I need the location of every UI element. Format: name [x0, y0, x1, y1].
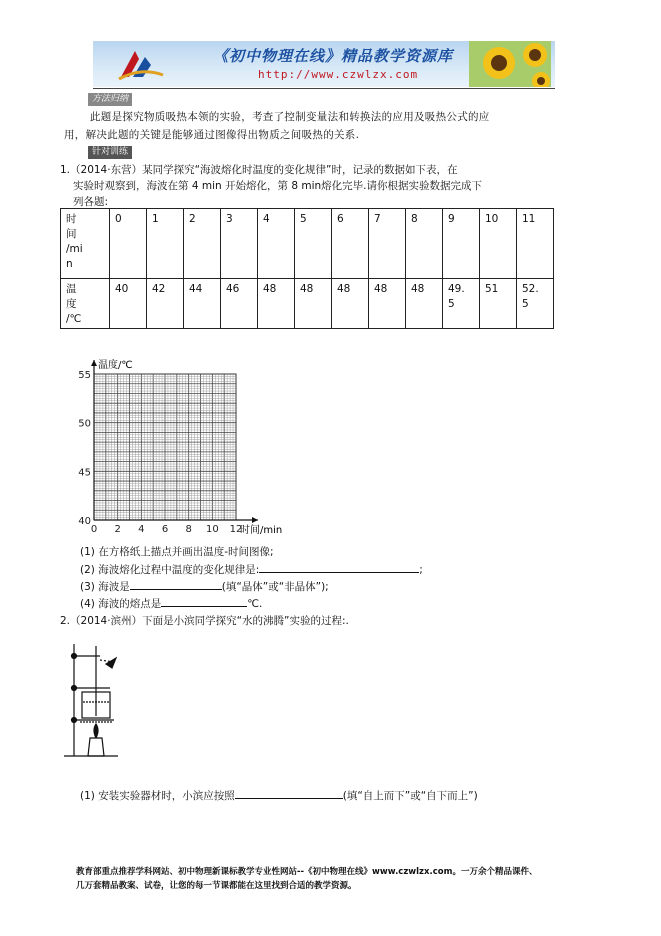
time-cell: 9: [443, 209, 480, 279]
temp-cell: 42: [147, 279, 184, 329]
y-tick-label: 40: [78, 516, 91, 527]
answer-blank-3[interactable]: [130, 579, 222, 590]
page-footer: [76, 865, 537, 893]
time-cell: 3: [221, 209, 258, 279]
temp-cell: 52. 5: [517, 279, 554, 329]
q1-sub3: (3) 海波是 (填“晶体”或“非晶体”);: [80, 581, 329, 593]
time-cell: 5: [295, 209, 332, 279]
answer-blank-q2[interactable]: [235, 788, 343, 799]
q1-line1: 1.（2014·东营）某同学探究“海波熔化时温度的变化规律”时，记录的数据如下表，在: [60, 164, 458, 176]
q1-sub4: (4) 海波的熔点是 ℃.: [80, 598, 263, 610]
temp-cell: 51: [480, 279, 517, 329]
x-axis-arrow-icon: [252, 517, 258, 523]
time-cell: 6: [332, 209, 369, 279]
y-axis-label: 温度/℃: [98, 360, 133, 371]
chart-grid: [94, 374, 236, 520]
answer-blank-4[interactable]: [161, 596, 247, 607]
practice-tag: 针对训练: [88, 145, 132, 159]
y-tick-label: 45: [78, 467, 91, 479]
y-axis-arrow-icon: [91, 360, 97, 366]
x-axis-label: 时间/min: [240, 525, 283, 536]
q2-line1: 2.（2014·滨州）下面是小滨同学探究“水的沸腾”实验的过程:.: [60, 615, 349, 627]
sunflower-image: [469, 41, 551, 87]
temp-cell: 49. 5: [443, 279, 480, 329]
time-cell: 4: [258, 209, 295, 279]
q1-sub1: (1) 在方格纸上描点并画出温度-时间图像;: [80, 546, 274, 558]
time-cell: 10: [480, 209, 517, 279]
site-logo-icon: [117, 47, 165, 83]
temp-cell: 48: [406, 279, 443, 329]
temp-cell: 48: [295, 279, 332, 329]
time-cell: 7: [369, 209, 406, 279]
table-row-time: [61, 209, 554, 279]
temp-cell: 48: [332, 279, 369, 329]
temp-header-cell: 温 度 /℃: [61, 279, 110, 329]
method-text-2: 用，解决此题的关键是能够通过图像得出物质之间吸热的关系.: [64, 129, 360, 141]
answer-blank-2[interactable]: [259, 562, 419, 573]
x-tick-label: 4: [138, 524, 145, 535]
time-cell: 1: [147, 209, 184, 279]
footer-line-1: 教育部重点推荐学科网站、初中物理新课标教学专业性网站--《初中物理在线》www.czwlzx.com。一万余个精品课件、: [76, 867, 538, 877]
time-cell: 2: [184, 209, 221, 279]
x-tick-label: 8: [185, 524, 192, 535]
temp-cell: 44: [184, 279, 221, 329]
time-cell: 11: [517, 209, 554, 279]
temp-cell: 40: [110, 279, 147, 329]
x-tick-label: 2: [114, 524, 121, 535]
x-tick-label: 10: [205, 524, 219, 535]
temp-cell: 46: [221, 279, 258, 329]
x-tick-label: 6: [161, 524, 169, 535]
q1-sub2: (2) 海波熔化过程中温度的变化规律是: ;: [80, 564, 423, 576]
q1-line3: 列各题:: [73, 196, 109, 208]
y-tick-label: 50: [78, 418, 91, 430]
x-tick-label: 0: [90, 524, 98, 535]
q2-sub1: (1) 安装实验器材时，小滨应按照 (填“自上而下”或“自下而上”): [80, 790, 478, 802]
table-row-temp: [61, 279, 554, 329]
header-rule: [93, 88, 555, 89]
temperature-time-chart[interactable]: [72, 348, 312, 538]
x-tick-label: 12: [229, 524, 243, 535]
temp-cell: 48: [369, 279, 406, 329]
footer-line-2: 几万套精品教案、试卷，让您的每一节课都能在这里找到合适的教学资源。: [76, 881, 357, 891]
temp-cell: 48: [258, 279, 295, 329]
time-cell: 0: [110, 209, 147, 279]
melting-data-table: [60, 208, 554, 329]
banner-url[interactable]: http://www.czwlzx.com: [258, 68, 419, 81]
q1-line2: 实验时观察到，海波在第 4 min 开始熔化，第 8 min熔化完毕.请你根据实验数据完成下: [73, 180, 482, 192]
boiling-apparatus-diagram: [62, 640, 134, 760]
header-banner: [93, 41, 555, 87]
y-tick-label: 55: [78, 370, 91, 381]
method-text-1: 此题是探究物质吸热本领的实验，考查了控制变量法和转换法的应用及吸热公式的应: [90, 111, 490, 123]
time-header-cell: 时 间 /mi n: [61, 209, 110, 279]
time-cell: 8: [406, 209, 443, 279]
banner-title: 《初中物理在线》精品教学资源库: [213, 47, 454, 65]
method-tag: 方法归纳: [88, 92, 132, 106]
